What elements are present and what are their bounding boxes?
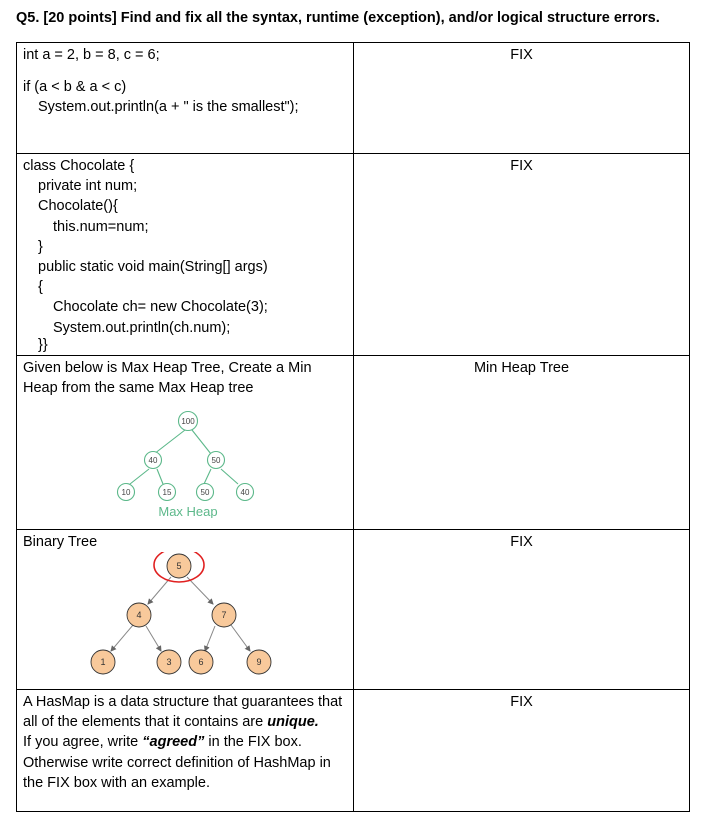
code-line: { xyxy=(38,279,43,296)
hashmap-statement: A HasMap is a data structure that guarantees that all of the elements that it contains are xyxy=(23,694,343,731)
heap-node-label: 15 xyxy=(162,488,172,498)
tree-node-label: 6 xyxy=(198,657,204,668)
fix-label: FIX xyxy=(510,47,533,63)
fix-label: FIX xyxy=(510,158,533,174)
code-line: public static void main(String[] args) xyxy=(38,259,268,276)
code-line: Chocolate(){ xyxy=(38,198,118,215)
fix-label: FIX xyxy=(510,694,533,710)
hashmap-instruction: If you agree, write xyxy=(23,734,139,751)
code-cell-2 xyxy=(17,154,354,356)
fix-cell-1[interactable] xyxy=(354,43,690,154)
row-1 xyxy=(17,43,690,154)
fix-cell-2[interactable] xyxy=(354,154,690,356)
heap-node-label: 40 xyxy=(240,488,250,498)
tree-node-label: 4 xyxy=(136,610,142,621)
row-5 xyxy=(17,690,690,812)
code-line: } xyxy=(38,238,43,255)
tree-node-label: 3 xyxy=(166,657,172,668)
code-line: if (a < b & a < c) xyxy=(23,79,127,96)
row-4 xyxy=(17,530,690,690)
heap-node-label: 10 xyxy=(121,488,131,498)
min-heap-answer-cell[interactable] xyxy=(354,356,690,530)
tree-node-label: 7 xyxy=(221,610,227,621)
binary-tree-cell xyxy=(17,530,354,690)
question-title: Q5. [20 points] Find and fix all the syntax, runtime (exception), and/or logical structure errors. xyxy=(16,10,660,26)
code-line: private int num; xyxy=(38,178,138,195)
code-cell-1 xyxy=(17,43,354,154)
heap-instruction: Given below is Max Heap Tree, Create a Min Heap from the same Max Heap tree xyxy=(23,360,312,397)
fix-label: FIX xyxy=(510,534,533,550)
tree-node-label: 5 xyxy=(176,561,182,572)
code-line: this.num=num; xyxy=(53,218,149,235)
heap-node-label: 50 xyxy=(211,456,221,466)
code-line: System.out.println(ch.num); xyxy=(53,319,231,336)
heap-node-label: 50 xyxy=(200,488,210,498)
code-line: Chocolate ch= new Chocolate(3); xyxy=(53,299,268,316)
max-heap-diagram xyxy=(23,398,343,518)
question-table xyxy=(16,42,690,812)
heap-cell xyxy=(17,356,354,530)
binary-tree-label: Binary Tree xyxy=(23,534,98,550)
hashmap-instruction-rest: in the FIX box. Otherwise write correct definition of HashMap in the FIX box with an example. xyxy=(23,734,331,791)
binary-tree-diagram xyxy=(23,552,343,682)
hashmap-agreed: “agreed” xyxy=(142,734,205,751)
heap-node-label: 100 xyxy=(181,417,195,427)
hashmap-unique: unique. xyxy=(267,714,319,731)
hashmap-cell xyxy=(17,690,354,812)
tree-node-label: 1 xyxy=(100,657,106,668)
code-line: int a = 2, b = 8, c = 6; xyxy=(23,47,160,63)
tree-node-label: 9 xyxy=(256,657,262,668)
min-heap-label: Min Heap Tree xyxy=(473,360,570,376)
heap-caption: Max Heap xyxy=(158,504,218,519)
code-line: class Chocolate { xyxy=(23,158,135,174)
row-2 xyxy=(17,154,690,356)
heap-node-label: 40 xyxy=(148,456,158,466)
row-3 xyxy=(17,356,690,530)
code-line: }} xyxy=(38,336,48,353)
code-line: System.out.println(a + " is the smallest"); xyxy=(38,99,299,116)
fix-cell-4[interactable] xyxy=(354,530,690,690)
fix-cell-5[interactable] xyxy=(354,690,690,812)
